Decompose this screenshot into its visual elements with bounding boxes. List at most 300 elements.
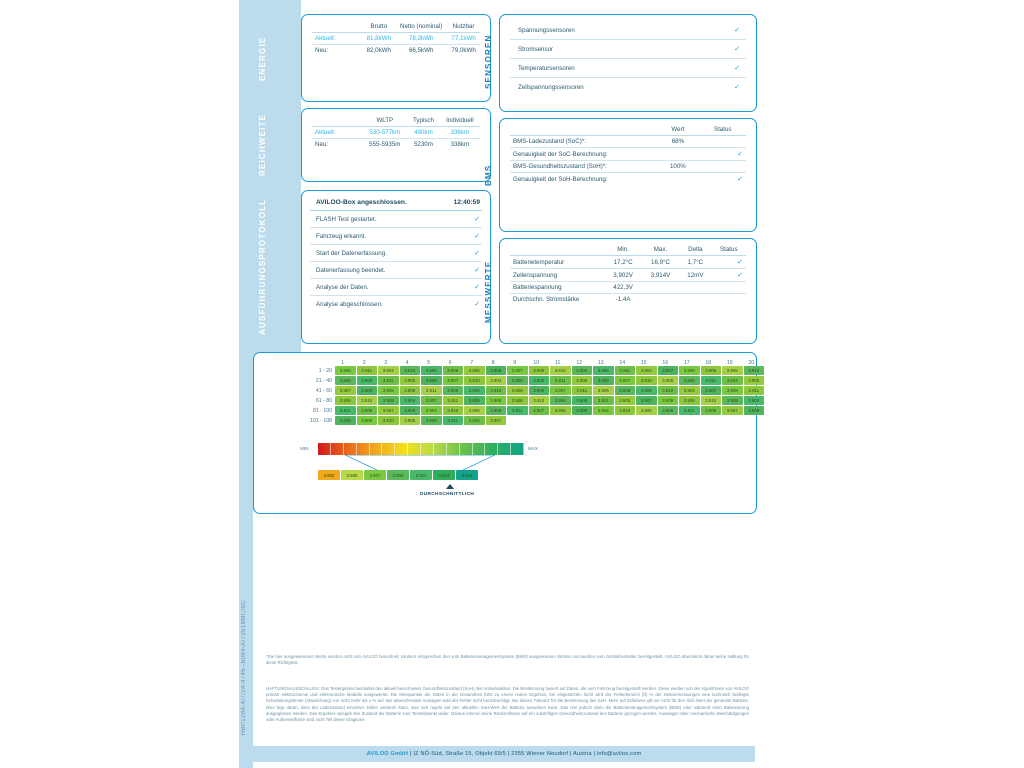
messwerte-row3-status (712, 294, 746, 306)
messwerte-row1-delta: 12mV (679, 269, 711, 282)
grid-cell: 3.904 (679, 386, 700, 395)
grid-col-header: 8 (491, 360, 495, 366)
grid-cell: 3.904 (464, 386, 485, 395)
average-cell: 3.905 (341, 470, 363, 480)
grid-row (310, 386, 765, 395)
reichweite-row0-individuell: 336km (440, 127, 480, 139)
grid-cell: 3.910 (529, 396, 550, 405)
grid-cell: 3.906 (744, 376, 765, 385)
grid-cell: 3.910 (357, 396, 378, 405)
check-icon: ✓ (474, 216, 480, 223)
protokoll-title: AVILOO-Box angeschlossen. (316, 199, 407, 206)
protokoll-item-2-label: Start der Datenerfassung. (316, 249, 387, 257)
check-icon: ✓ (474, 267, 480, 274)
average-cells-row (318, 470, 479, 480)
list-item (510, 21, 746, 40)
scale-cell (434, 443, 447, 455)
energie-card (301, 14, 491, 102)
protokoll-card (301, 190, 491, 344)
grid-cell: 3.904 (400, 396, 421, 405)
grid-cell (507, 416, 528, 425)
scale-cell (318, 443, 331, 455)
section-label-reichweite: REICHWEITE (258, 113, 267, 177)
messwerte-row0-max: 16,9°C (642, 256, 679, 269)
grid-cell: 3.906 (464, 406, 485, 415)
list-item (510, 78, 746, 96)
scale-cell (344, 443, 357, 455)
grid-cell: 3.910 (550, 366, 571, 375)
sensor-item-1-label: Stromsensor (518, 45, 554, 53)
grid-cell (572, 416, 593, 425)
grid-cell (593, 416, 614, 425)
table-row (510, 148, 746, 161)
grid-row-header: 1 - 20 (318, 367, 332, 374)
grid-row-header: 41 - 60 (315, 387, 332, 394)
grid-cell: 3.911 (615, 366, 636, 375)
list-item (310, 262, 482, 279)
list-item (310, 279, 482, 296)
grid-cell: 3.905 (636, 386, 657, 395)
messwerte-row1-label: Zellenspannung (510, 269, 604, 282)
grid-cell: 3.908 (593, 366, 614, 375)
check-icon: ✓ (712, 256, 746, 269)
funnel-connector (345, 455, 495, 471)
average-cell: 3.913 (433, 470, 455, 480)
reichweite-header-wltp: WLTP (362, 115, 407, 127)
grid-cell: 3.905 (335, 366, 356, 375)
protokoll-time: 12:40:59 (453, 199, 480, 206)
table-row (510, 161, 746, 173)
messwerte-row2-delta (679, 282, 711, 294)
footnote-2: HAFTUNGSAUSSCHLUSS: Das Testergebnis beinhaltet den aktuell berechneten Gesundheitszustand (SoH) des Antriebsakkus. Die Bestimmung basiert auf Daten, die vom Fahrzeug bereitgestellt werden. Diese werden von der Algorithmen von AVILOO primärt elektrochemie und elektronische Modelle ausgewertet. Die Messpunkte der Daten in der Gesamtheit führt zu einem realen Ergebnis, bei eingesetzten Sicht wird der Fehlerbereich (ß) % der Nettoermessungen eine technisch bedingte Schwankungsbreite (Abweichung) von nicht mehr als ± % auf. Bei abweichenden Aussagen wird der Fehler nicht berücksichtigt. Bei diesen Toleranz für die Bestimmung des SoH. Mehr auf Zellebene gilt vor nicht für den Sich Wert der genannte Batterie. Dies liegt daran, dass der Ladezustand einzelner Zellen variieren kann, was sich regeln auf den aktuellen SoH-Wert der Batterie auswirken kann. Das rein jedoch darin die Batteriemanagementsystem (BMS) oder während einer Balancierung ausgeglichen werden. Das Ergebnis spiegelt den Zustand der Batterie zum Testzeitpunkt wider. Daraus können keine Rückschlüsse auf ein zukünftiges Gesundheitszustand des Batterie gezogen werden. Auswagen über mechanische Beschädigungen oder Außeneinflüsse sind nicht Teil dieser Diagnose. (266, 686, 749, 723)
grid-cell: 3.908 (572, 396, 593, 405)
section-label-messwerte: MESSWERTE (484, 260, 493, 324)
grid-cell: 3.906 (357, 416, 378, 425)
grid-cell: 3.905 (722, 366, 743, 375)
grid-cell: 3.904 (593, 406, 614, 415)
grid-cell: 3.910 (744, 366, 765, 375)
messwerte-row2-status (712, 282, 746, 294)
messwerte-row1-min: 3,902V (604, 269, 641, 282)
grid-cell: 3.910 (464, 376, 485, 385)
check-icon: ✓ (712, 269, 746, 282)
bms-header-status: Status (699, 124, 746, 136)
grid-col-header: 13 (597, 360, 604, 366)
average-cell: 3.911 (410, 470, 432, 480)
bms-row2-label: BMS-Gesundheitszustand (SoH)*: (510, 161, 656, 173)
average-cell: 3.902 (318, 470, 340, 480)
grid-cell: 3.908 (421, 416, 442, 425)
cell-voltage-grid (310, 360, 765, 426)
list-item (510, 40, 746, 59)
messwerte-header-max: Max. (642, 244, 679, 256)
average-cell: 3.909 (387, 470, 409, 480)
grid-cell: 3.909 (400, 406, 421, 415)
average-cell: 3.907 (364, 470, 386, 480)
grid-cell: 3.907 (550, 386, 571, 395)
scale-cell (421, 443, 434, 455)
grid-cell: 3.908 (335, 376, 356, 385)
messwerte-row2-min: 422,3V (604, 282, 641, 294)
grid-col-header: 7 (470, 360, 474, 366)
grid-cell: 3.906 (507, 396, 528, 405)
grid-cell: 3.907 (507, 366, 528, 375)
grid-cell (529, 416, 550, 425)
reichweite-row0-typisch: 490km (407, 127, 439, 139)
grid-cell: 3.911 (421, 386, 442, 395)
grid-cell: 3.904 (378, 366, 399, 375)
table-row (510, 282, 746, 294)
protokoll-item-4-label: Analyse der Daten. (316, 283, 369, 291)
scale-cell (485, 443, 498, 455)
reichweite-header-individuell: Individuell (440, 115, 480, 127)
bms-row3-label: Genauigkeit der SoH-Berechnung: (513, 175, 608, 183)
grid-row-header: 61 - 80 (315, 397, 332, 404)
messwerte-row3-delta (679, 294, 711, 306)
messwerte-row0-delta: 1,7°C (679, 256, 711, 269)
table-row (312, 45, 480, 57)
check-icon: ✓ (474, 250, 480, 257)
grid-cell: 3.911 (679, 406, 700, 415)
table-row (510, 269, 746, 282)
grid-cell: 3.907 (636, 396, 657, 405)
grid-col-header: 19 (726, 360, 733, 366)
grid-cell: 3.907 (486, 416, 507, 425)
section-label-sensoren: SENSOREN (484, 34, 493, 90)
grid-cell: 3.911 (550, 376, 571, 385)
energie-row1-netto: 66,5kWh (408, 47, 434, 54)
grid-row-header: 101 - 108 (310, 417, 332, 424)
messwerte-row0-label: Batterietemperatur (510, 256, 604, 269)
reichweite-table (312, 115, 480, 150)
reichweite-row1-wltp: 555-5935m (369, 141, 401, 148)
grid-cell: 3.907 (722, 406, 743, 415)
energie-row1-label: Neu: (315, 47, 329, 54)
grid-col-header: 10 (533, 360, 540, 366)
grid-cell: 3.910 (443, 406, 464, 415)
grid-cell: 3.909 (486, 366, 507, 375)
grid-cell (679, 416, 700, 425)
energie-row0-label: Aktuell: (312, 33, 362, 45)
grid-row (310, 396, 765, 405)
grid-cell: 3.907 (615, 376, 636, 385)
grid-cell: 3.911 (701, 376, 722, 385)
grid-cell: 3.908 (615, 386, 636, 395)
bms-table (510, 124, 746, 185)
reichweite-row0-label: Aktuell: (312, 127, 362, 139)
average-label: DURCHSCHNITTLICH (420, 492, 475, 497)
scale-cell (382, 443, 395, 455)
grid-cell (701, 416, 722, 425)
grid-cell: 3.910 (701, 396, 722, 405)
list-item (310, 211, 482, 228)
grid-cell: 3.907 (378, 406, 399, 415)
grid-rows (310, 366, 765, 425)
messwerte-header-status: Status (712, 244, 746, 256)
grid-cell: 3.909 (335, 416, 356, 425)
list-item (310, 245, 482, 262)
grid-col-header: 15 (640, 360, 647, 366)
list-item (310, 296, 482, 312)
grid-col-header: 11 (555, 360, 561, 366)
check-icon: ✓ (474, 233, 480, 240)
table-row (510, 294, 746, 306)
footnote-1: *Die hier ausgewiesenen Werte wurden nicht von AVILOO berechnet, sondern entsprechen den vom Batteriemanagementsystem (BMS) ausgelesenen Werten und wurden vom Gerätehersteller bereitgestellt. AVILOO übernimmt daher keine Haftung für diese Richtigkeit. (266, 654, 749, 666)
table-row (510, 256, 746, 269)
messwerte-row2-max (642, 282, 679, 294)
bms-row1-value (656, 148, 699, 161)
grid-cell (722, 416, 743, 425)
document-id: HBP1284-4/7/24-4746--6084-A/72618MC/6C (241, 600, 247, 736)
grid-row (310, 406, 765, 415)
grid-cell: 3.909 (357, 386, 378, 395)
grid-cell: 3.905 (658, 376, 679, 385)
grid-cell: 3.905 (400, 416, 421, 425)
check-icon: ✓ (734, 27, 740, 34)
bms-card (499, 118, 757, 232)
bms-row0-status (699, 136, 746, 148)
bms-header-wert: Wert (656, 124, 699, 136)
grid-cell (658, 416, 679, 425)
messwerte-row2-label: Batteriespannung (510, 282, 604, 294)
sensor-item-3-label: Zellspannungssensoren (518, 83, 584, 91)
energie-header-brutto: Brutto (362, 21, 395, 33)
grid-cell: 3.907 (443, 376, 464, 385)
grid-col-header: 17 (683, 360, 690, 366)
grid-cell: 3.910 (400, 366, 421, 375)
grid-col-header: 1 (341, 360, 345, 366)
messwerte-row3-max (642, 294, 679, 306)
grid-cell: 3.908 (507, 376, 528, 385)
table-row (510, 173, 746, 186)
grid-cell: 3.911 (593, 396, 614, 405)
list-item (510, 59, 746, 78)
scale-cell (473, 443, 486, 455)
grid-cell: 3.910 (486, 386, 507, 395)
sensoren-card (499, 14, 757, 112)
reichweite-header-typisch: Typisch (407, 115, 439, 127)
scale-max-label: MAX (528, 446, 538, 451)
energie-row1-nutzbar: 79,0kWh (451, 47, 476, 54)
grid-cell: 3.906 (572, 376, 593, 385)
grid-cell: 3.904 (744, 396, 765, 405)
scale-cell (408, 443, 421, 455)
voltage-scale-cells (318, 443, 524, 455)
check-icon: ✓ (734, 84, 740, 91)
bms-row0-value: 68% (656, 136, 699, 148)
grid-cell: 3.906 (636, 406, 657, 415)
protokoll-item-3-label: Datenerfassung beendet. (316, 266, 386, 274)
table-row (312, 127, 480, 139)
reichweite-row1-individuell: 338km (450, 141, 470, 148)
grid-cell: 3.908 (400, 386, 421, 395)
grid-cell: 3.906 (701, 366, 722, 375)
energie-row1-brutto: 82,0kWh (366, 47, 391, 54)
check-icon: ✓ (699, 148, 746, 161)
scale-cell (498, 443, 511, 455)
grid-cell: 3.910 (378, 416, 399, 425)
grid-cell: 3.909 (679, 366, 700, 375)
page-footer (253, 746, 755, 762)
protokoll-item-5-label: Analyse abgeschlossen. (316, 300, 383, 308)
grid-cell: 3.906 (529, 366, 550, 375)
grid-row-header: 81 - 100 (312, 407, 332, 414)
bms-row2-status (699, 161, 746, 173)
grid-cell: 3.909 (658, 396, 679, 405)
grid-cell: 3.905 (464, 366, 485, 375)
grid-cell: 3.904 (421, 406, 442, 415)
grid-cell: 3.905 (357, 406, 378, 415)
grid-row-header: 21 - 40 (315, 377, 332, 384)
grid-row (310, 416, 765, 425)
energie-header-netto: Netto (nominal) (395, 21, 447, 33)
reichweite-row1-typisch: 5230m (413, 141, 433, 148)
grid-cell: 3.911 (507, 406, 528, 415)
grid-cell: 3.905 (486, 396, 507, 405)
grid-cell: 3.907 (658, 366, 679, 375)
list-item (310, 228, 482, 245)
grid-cell: 3.906 (335, 396, 356, 405)
bms-row1-label: Genauigkeit der SoC-Berechnung: (510, 148, 656, 161)
grid-cell: 3.904 (636, 366, 657, 375)
grid-cell (744, 416, 765, 425)
energie-header-nutzbar: Nutzbar (447, 21, 480, 33)
grid-cell: 3.909 (722, 386, 743, 395)
grid-col-header: 14 (619, 360, 626, 366)
grid-cell: 3.910 (636, 376, 657, 385)
grid-cell: 3.904 (550, 396, 571, 405)
grid-cell: 3.904 (722, 376, 743, 385)
grid-cell: 3.909 (572, 406, 593, 415)
grid-cell: 3.907 (529, 406, 550, 415)
grid-cell: 3.911 (335, 406, 356, 415)
protokoll-title-row (310, 196, 482, 211)
grid-cell: 3.907 (335, 386, 356, 395)
energie-row0-nutzbar: 77,1kWh (447, 33, 480, 45)
grid-cell: 3.908 (722, 396, 743, 405)
check-icon: ✓ (474, 284, 480, 291)
grid-col-header: 3 (384, 360, 388, 366)
grid-cell: 3.909 (744, 406, 765, 415)
grid-cell: 3.906 (421, 366, 442, 375)
table-row (510, 136, 746, 148)
grid-cell: 3.906 (443, 386, 464, 395)
grid-cell: 3.905 (507, 386, 528, 395)
grid-cell: 3.908 (486, 406, 507, 415)
table-row (312, 33, 480, 45)
protokoll-item-0-label: FLASH Test gestartet. (316, 215, 377, 223)
footer-brand: AVILOO GmbH (366, 751, 409, 757)
grid-cell: 3.908 (658, 406, 679, 415)
grid-cell: 3.909 (464, 396, 485, 405)
grid-cell: 3.911 (378, 376, 399, 385)
grid-cell: 3.911 (357, 366, 378, 375)
grid-cell: 3.910 (615, 406, 636, 415)
messwerte-header-delta: Delta (679, 244, 711, 256)
grid-cell: 3.908 (443, 366, 464, 375)
grid-cell: 3.909 (529, 386, 550, 395)
grid-cell: 3.905 (550, 406, 571, 415)
grid-cell (550, 416, 571, 425)
average-cell: 3.914 (456, 470, 478, 480)
check-icon: ✓ (734, 65, 740, 72)
bms-row3-value (656, 173, 699, 186)
grid-row (310, 366, 765, 375)
section-label-protokoll: AUSFÜHRUNGSPROTOKOLL (258, 198, 267, 336)
grid-cell (636, 416, 657, 425)
grid-cell (615, 416, 636, 425)
grid-cell: 3.904 (486, 376, 507, 385)
grid-cell: 3.911 (443, 396, 464, 405)
grid-cell: 3.906 (593, 386, 614, 395)
grid-col-header: 6 (448, 360, 452, 366)
grid-cell: 3.909 (421, 376, 442, 385)
scale-cell (357, 443, 370, 455)
messwerte-card (499, 238, 757, 344)
grid-col-header: 5 (427, 360, 431, 366)
grid-cell: 3.906 (357, 376, 378, 385)
grid-cell: 3.910 (658, 386, 679, 395)
messwerte-header-min: Min. (604, 244, 641, 256)
grid-cell: 3.905 (701, 406, 722, 415)
messwerte-row3-label: Durchschn. Stromstärke (513, 296, 580, 303)
grid-cell: 3.904 (464, 416, 485, 425)
average-marker-icon (446, 484, 454, 489)
grid-cell: 3.909 (593, 376, 614, 385)
messwerte-row0-min: 17,2°C (604, 256, 641, 269)
grid-cell: 3.906 (679, 396, 700, 405)
reichweite-row1-label: Neu: (315, 141, 329, 148)
grid-col-header: 9 (513, 360, 517, 366)
scale-cell (447, 443, 460, 455)
grid-col-header: 16 (662, 360, 669, 366)
table-row (312, 139, 480, 151)
grid-cell: 3.905 (400, 376, 421, 385)
grid-cell: 3.911 (443, 416, 464, 425)
scale-cell (395, 443, 408, 455)
grid-col-header: 12 (576, 360, 583, 366)
reichweite-card (301, 108, 491, 182)
scale-cell (460, 443, 473, 455)
messwerte-table (510, 244, 746, 305)
grid-cell: 3.908 (378, 396, 399, 405)
grid-cell: 3.905 (572, 366, 593, 375)
check-icon: ✓ (737, 176, 743, 183)
check-icon: ✓ (474, 301, 480, 308)
grid-col-header: 18 (705, 360, 712, 366)
sensor-item-2-label: Temperatursensoren (518, 64, 575, 72)
energie-row0-netto: 78,2kWh (395, 33, 447, 45)
section-label-energie: ENERGIE (258, 36, 267, 82)
grid-col-header: 2 (362, 360, 366, 366)
grid-cell: 3.905 (615, 396, 636, 405)
footer-address: | IZ NÖ-Süd, Straße 15, Objekt 69/5 | 2355 Wiener Neudorf | Austria | info@aviloo.com (409, 751, 642, 757)
grid-cell: 3.907 (421, 396, 442, 405)
grid-row (310, 376, 765, 385)
bms-row0-label: BMS-Ladezustand (SoC)*: (510, 136, 656, 148)
scale-min-label: MIN (300, 446, 309, 451)
energie-row0-brutto: 81,8kWh (362, 33, 395, 45)
grid-cell: 3.905 (529, 376, 550, 385)
grid-col-header: 20 (748, 360, 755, 366)
grid-cell: 3.911 (744, 386, 765, 395)
grid-cell: 3.911 (572, 386, 593, 395)
check-icon: ✓ (734, 46, 740, 53)
section-label-bms: BMS (484, 164, 493, 186)
grid-col-header: 4 (405, 360, 409, 366)
grid-cell: 3.905 (378, 386, 399, 395)
scale-cell (370, 443, 383, 455)
